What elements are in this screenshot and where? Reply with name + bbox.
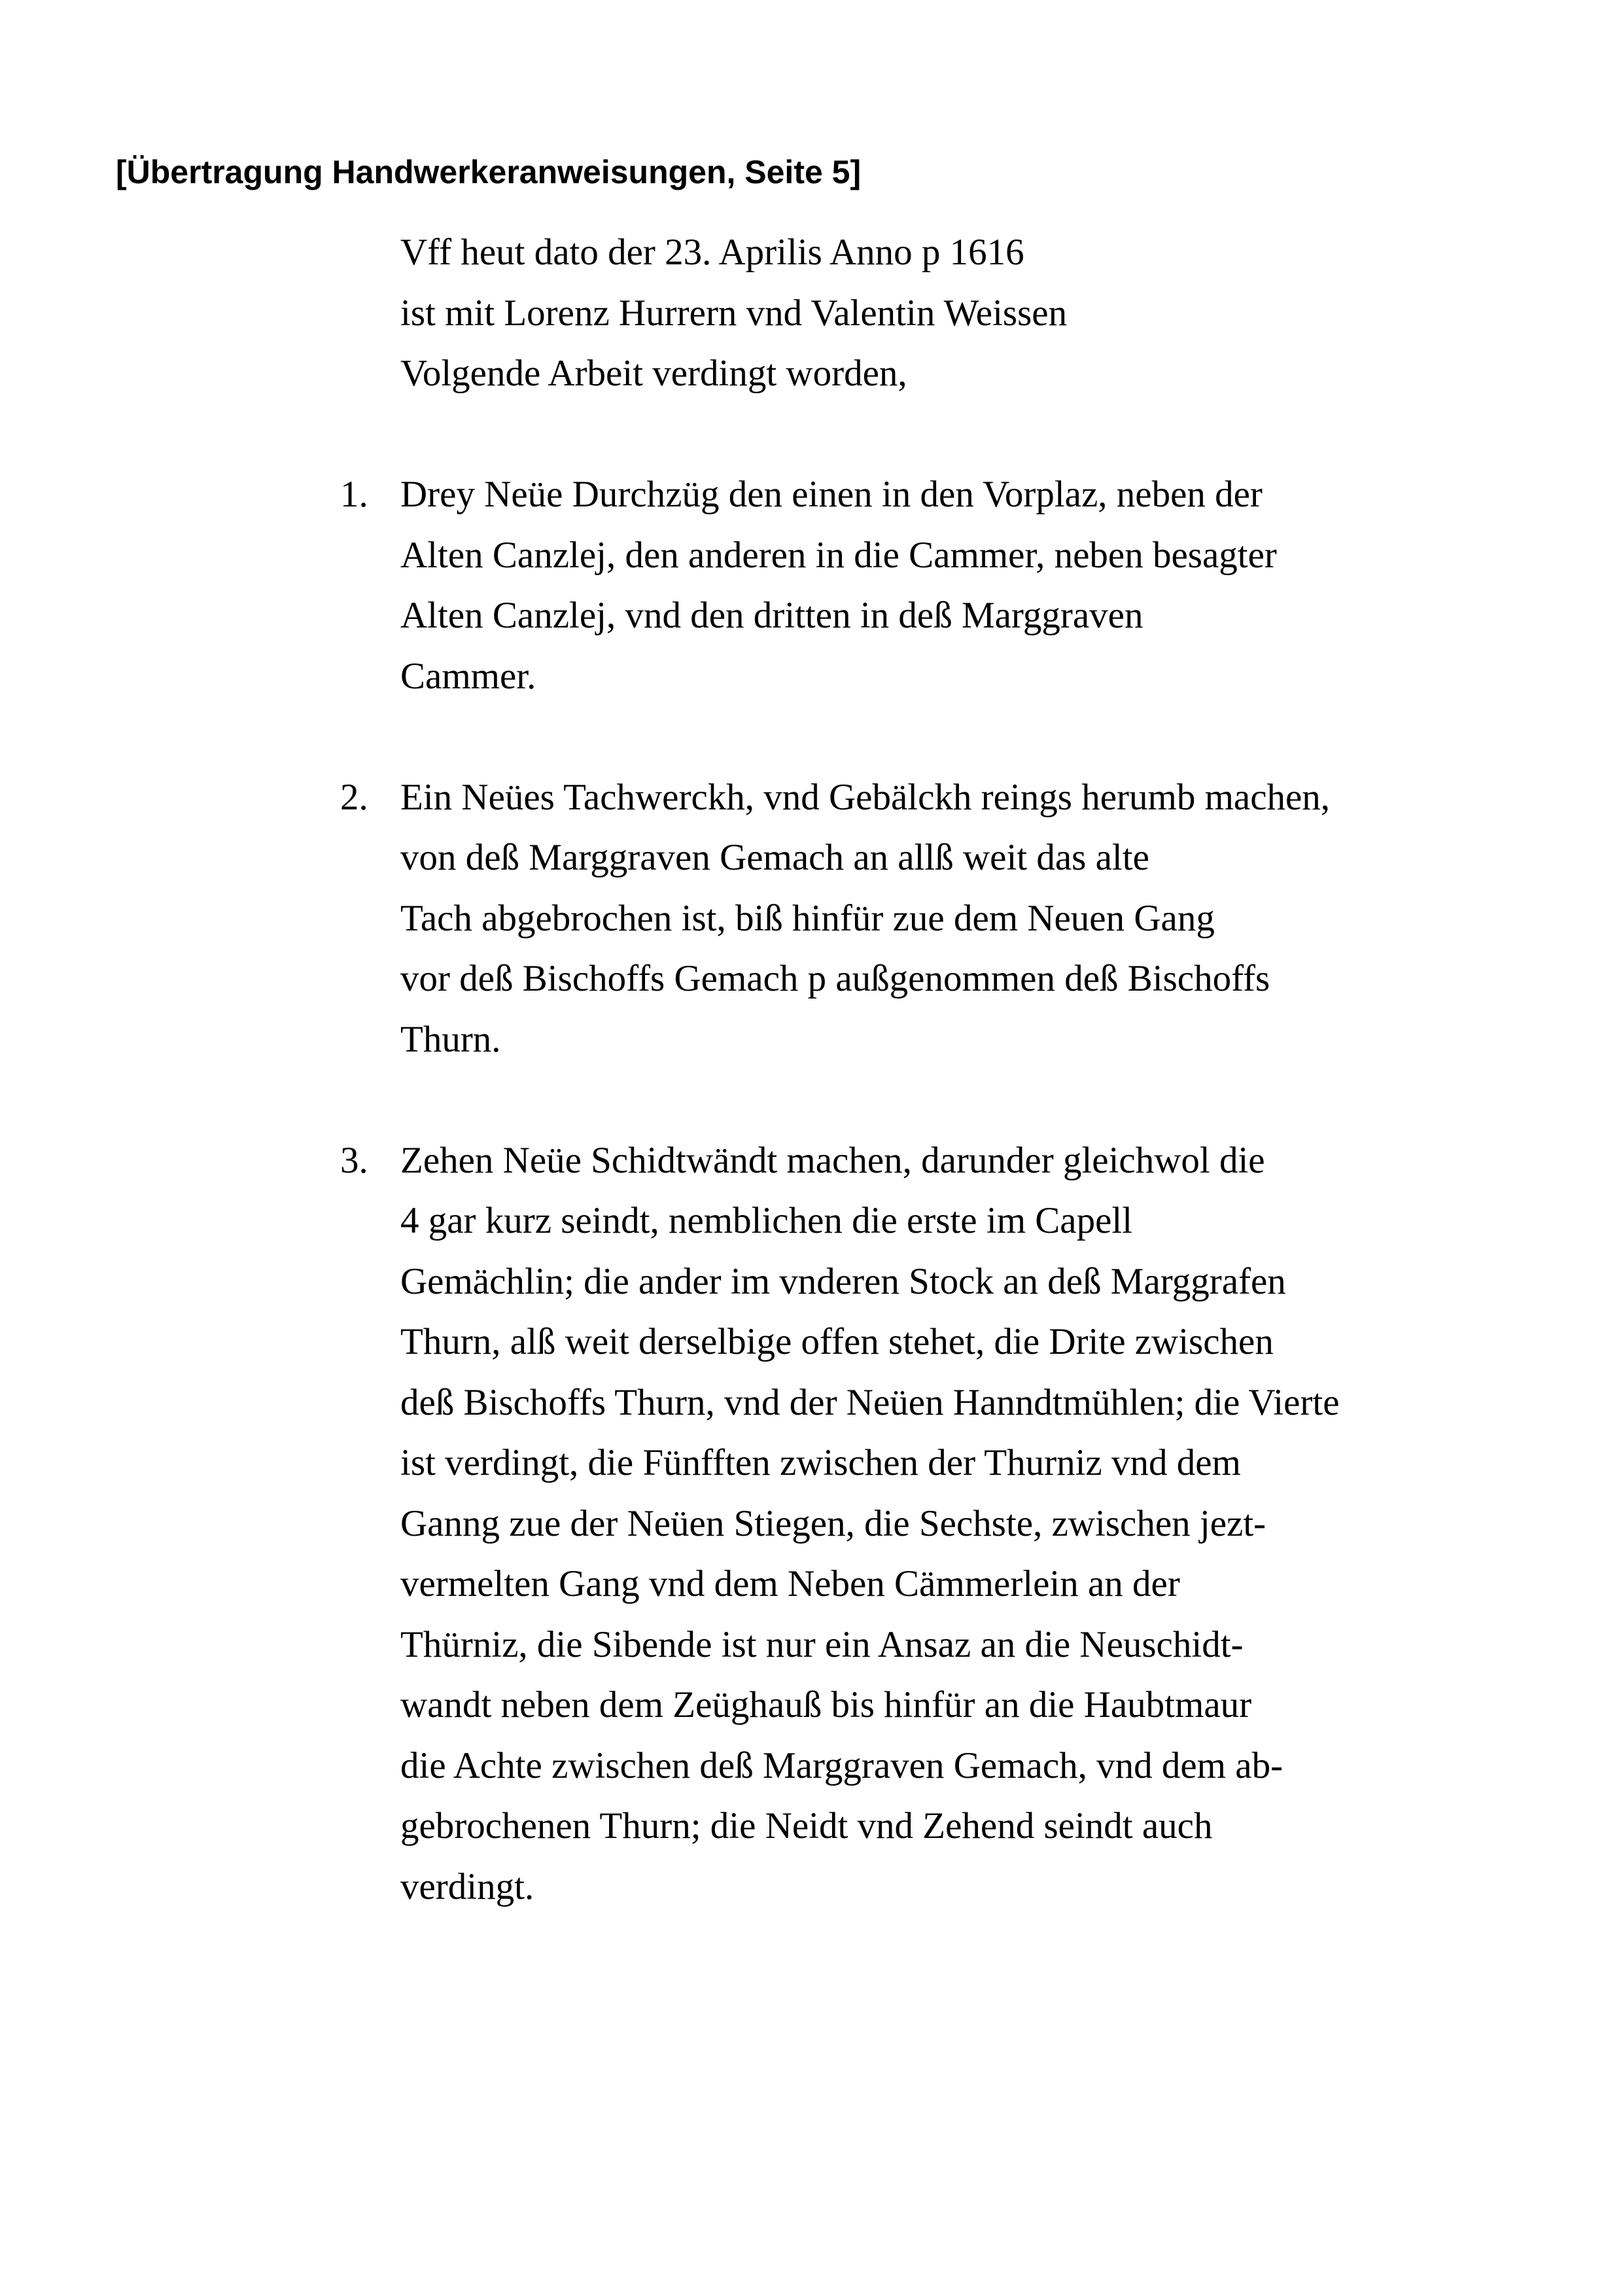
list-item-3 <box>340 1131 1421 1918</box>
list-item-line: Ein Neües Tachwerckh, vnd Gebälckh reings herumb machen, <box>400 776 1331 818</box>
list-item-1 <box>340 465 1421 707</box>
list-item-line: Tach abgebrochen ist, biß hinfür zue dem Neuen Gang <box>400 897 1215 939</box>
list-item-line: Cammer. <box>400 655 536 697</box>
list-item-line: Thürniz, die Sibende ist nur ein Ansaz an die Neuschidt- <box>400 1623 1244 1665</box>
list-item-line: ist verdingt, die Fünfften zwischen der Thurniz vnd dem <box>400 1442 1241 1483</box>
list-item-line: wandt neben dem Zeüghauß bis hinfür an die Haubtmaur <box>400 1684 1252 1725</box>
page-title: [Übertragung Handwerkeranweisungen, Seite 5] <box>116 154 862 190</box>
list-item-line: Ganng zue der Neüen Stiegen, die Sechste, zwischen jezt- <box>400 1502 1266 1544</box>
list-item-line: verdingt. <box>400 1865 534 1907</box>
intro-line: Vff heut dato der 23. Aprilis Anno p 1616 <box>400 232 1024 273</box>
list-item-line: Gemächlin; die ander im vnderen Stock an deß Marggrafen <box>400 1260 1286 1302</box>
list-item-line: die Achte zwischen deß Marggraven Gemach, vnd dem ab- <box>400 1744 1283 1786</box>
intro-line: ist mit Lorenz Hurrern vnd Valentin Weissen <box>400 292 1068 334</box>
list-item-line: Drey Neüe Durchzüg den einen in den Vorplaz, neben der <box>400 474 1263 515</box>
transcription-body <box>340 222 1421 1917</box>
list-item-line: von deß Marggraven Gemach an allß weit das alte <box>400 837 1149 878</box>
list-item-line: deß Bischoffs Thurn, vnd der Neüen Hanndtmühlen; die Vierte <box>400 1381 1340 1423</box>
intro-line: Volgende Arbeit verdingt worden, <box>400 353 907 394</box>
list-item-line: Alten Canzlej, vnd den dritten in deß Marggraven <box>400 595 1143 636</box>
list-item-line: vor deß Bischoffs Gemach p außgenommen deß Bischoffs <box>400 958 1270 999</box>
list-item-line: Thurn. <box>400 1018 501 1060</box>
list-item-2 <box>340 768 1421 1070</box>
list-item-line: 4 gar kurz seindt, nemblichen die erste im Capell <box>400 1200 1133 1241</box>
list-item-line: Zehen Neüe Schidtwändt machen, darunder gleichwol die <box>400 1139 1265 1181</box>
list-item-line: gebrochenen Thurn; die Neidt vnd Zehend seindt auch <box>400 1805 1213 1846</box>
list-item-number: 2. <box>340 776 368 818</box>
list-item-number: 3. <box>340 1139 368 1181</box>
intro-paragraph <box>400 222 1421 404</box>
list-item-line: Thurn, alß weit derselbige offen stehet, die Drite zwischen <box>400 1321 1274 1362</box>
list-item-line: vermelten Gang vnd dem Neben Cämmerlein an der <box>400 1563 1180 1604</box>
list-item-number: 1. <box>340 474 368 515</box>
list-item-line: Alten Canzlej, den anderen in die Cammer, neben besagter <box>400 534 1277 576</box>
